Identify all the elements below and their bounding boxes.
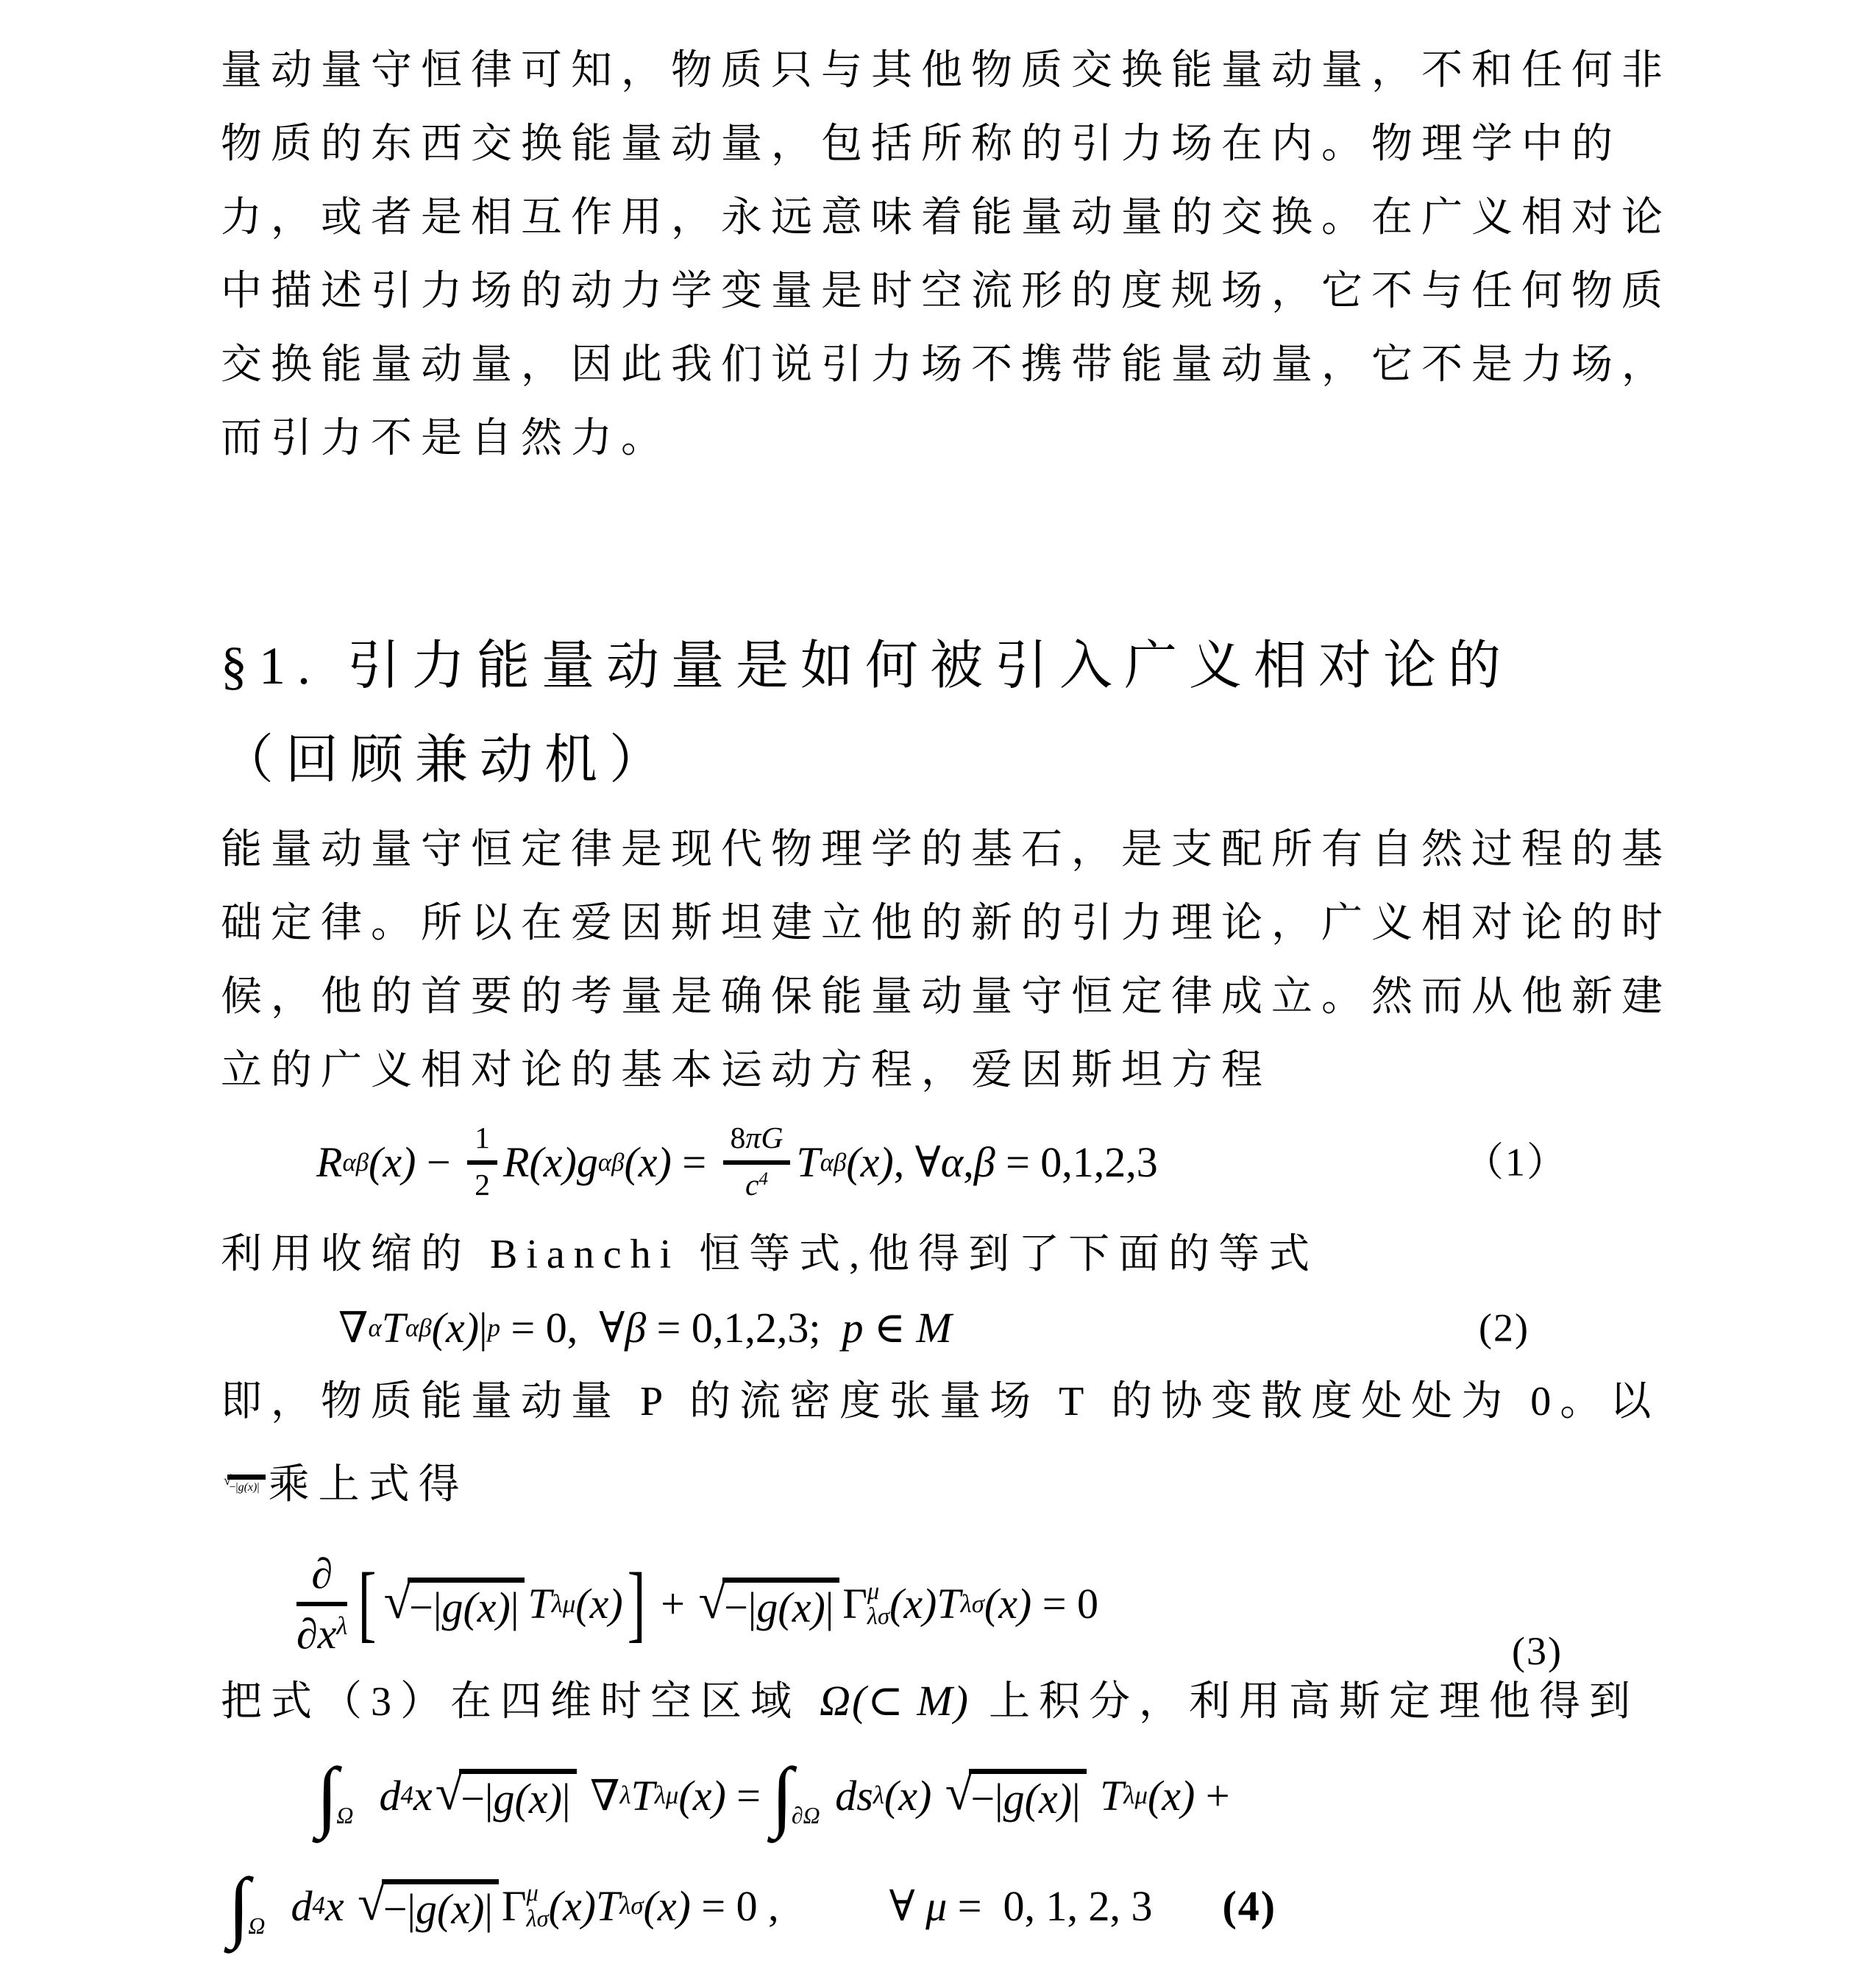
equation-2-math [338, 1305, 952, 1352]
math-i: R [316, 1138, 343, 1187]
equation-1-math [316, 1122, 1158, 1203]
math-r: , ∀ [893, 1138, 941, 1187]
math-r: | [484, 1885, 494, 1934]
math-sub: λ [873, 1781, 884, 1810]
equation-einstein [221, 1107, 1670, 1218]
math-i: (x) [431, 1304, 480, 1352]
equation-integral-line-1 [221, 1750, 1670, 1842]
math-r: − [416, 1138, 462, 1187]
paragraph-divergence [221, 1365, 1670, 1530]
math-i: (x) [643, 1881, 691, 1930]
text-line: 候，他的首要的考量是确保能量动量守恒定律成立。然而从他新建 [221, 974, 1671, 1020]
math-i: M [916, 1304, 952, 1352]
math-sup: λσ [619, 1891, 644, 1920]
math-i: g(x) [756, 1583, 825, 1631]
math-r [344, 1883, 355, 1930]
math-i: d [291, 1881, 313, 1930]
math-r: | [561, 1775, 571, 1823]
math-supsub: μ λσ [867, 1578, 889, 1630]
math-big: ∫ ∂Ω [771, 1751, 820, 1839]
math-sqrt: √ −|g(x)| [699, 1578, 840, 1631]
math-i: ds [824, 1771, 873, 1820]
math-r: | [510, 1583, 519, 1631]
math-sqrt: √ −|g(x)| [945, 1769, 1087, 1823]
math-r: | [257, 1481, 260, 1494]
math-sup: 4 [758, 1169, 769, 1190]
math-sup: λμ [654, 1781, 679, 1810]
math-r: ∈ [863, 1304, 917, 1352]
math-i: (x) [1147, 1771, 1195, 1820]
text-line: 量动量守恒律可知，物质只与其他物质交换能量动量，不和任何非 [221, 48, 1671, 93]
equation-3-label: (3) [1512, 1629, 1563, 1673]
math-r: ∀ [889, 1881, 926, 1930]
heading-line-1: §1. 引力能量动量是如何被引入广义相对论的 [221, 636, 1513, 695]
math-r: | [1072, 1775, 1081, 1823]
math-frac [723, 1122, 791, 1203]
text-line: 能量动量守恒定律是现代物理学的基石，是支配所有自然过程的基 [221, 827, 1671, 873]
math-sup: 4 [312, 1891, 325, 1920]
math-r: + [1195, 1771, 1230, 1820]
math-r: −| [409, 1583, 442, 1631]
text-line: 中描述引力场的动力学变量是时空流形的度规场，它不与任何物质 [221, 269, 1671, 314]
math-brk: [ [358, 1556, 377, 1652]
math-r: 8 [730, 1121, 746, 1156]
math-i: T [381, 1304, 406, 1352]
math-sub: λ [619, 1781, 631, 1810]
math-sqrt: √ −|g(x)| [436, 1769, 577, 1823]
equation-3-math [291, 1550, 1098, 1658]
sqrt-inline [221, 1475, 269, 1494]
math-i: β [973, 1138, 995, 1187]
math-r: −| [970, 1775, 1003, 1823]
math-r: −| [229, 1481, 238, 1494]
math-r: Γ [842, 1580, 867, 1628]
math-i: R(x)g [503, 1138, 598, 1187]
math-i: (x) [678, 1771, 726, 1820]
math-big: ∫ Ω [316, 1751, 354, 1839]
math-i: ∂x [296, 1610, 337, 1658]
math-r [358, 1773, 379, 1820]
text-line: 立的广义相对论的基本运动方程，爱因斯坦方程 [221, 1048, 1271, 1093]
math-r: −| [461, 1775, 494, 1823]
math-r: = [725, 1771, 772, 1820]
math-r: ∇ [579, 1771, 620, 1820]
math-r: = 0, ∀ [500, 1304, 625, 1352]
math-r: | [825, 1583, 834, 1631]
section-heading [221, 619, 1670, 807]
math-supsub: μ λσ [526, 1880, 549, 1932]
equation-partial [221, 1538, 1670, 1673]
math-sup: αβ [820, 1147, 847, 1177]
math-i: α [940, 1138, 964, 1187]
equation-divergence [221, 1291, 1670, 1365]
equation-2-label: (2) [1479, 1305, 1529, 1350]
gauss-line [221, 1664, 1670, 1739]
math-i: (x) [984, 1580, 1032, 1628]
math-i: T [796, 1138, 820, 1187]
text-line: 而引力不是自然力。 [221, 416, 671, 461]
math-r: = 0, 1, 2, 3 [947, 1881, 1153, 1930]
math-i: g(x) [441, 1583, 511, 1631]
math-sup: 4 [400, 1781, 413, 1810]
math-i: (x)T [889, 1580, 961, 1628]
text-run: 乘上式得 [268, 1461, 469, 1508]
math-sub: α [368, 1313, 382, 1342]
math-big: ∫ Ω [228, 1862, 266, 1950]
math-i: g(x) [416, 1885, 485, 1934]
math-sup: λ [336, 1611, 348, 1640]
math-i: T [1089, 1771, 1124, 1820]
text-line: 即，物质能量动量 P 的流密度张量场 T 的协变散度处处为 0。以 [221, 1379, 1660, 1424]
math-i: T [630, 1771, 655, 1820]
math-i: c [745, 1168, 759, 1202]
math-r [269, 1883, 291, 1930]
math-sqrt: √ −|g(x)| [384, 1578, 525, 1631]
math-sup: αβ [342, 1147, 369, 1177]
bianchi-line: 利用收缩的 Bianchi 恒等式,他得到了下面的等式 [221, 1232, 1319, 1277]
math-i: g(x) [1003, 1775, 1073, 1823]
omega-domain-math: Ω(⊂ M) [820, 1677, 970, 1725]
text-line: 物质的东西交换能量动量，包括所称的引力场在内。物理学中的 [221, 121, 1621, 167]
math-i: p [842, 1304, 864, 1352]
math-sqrt: √ −|g(x)| [224, 1475, 266, 1494]
math-sup: λμ [551, 1589, 576, 1618]
math-r: −| [724, 1583, 757, 1631]
math-r: −| [383, 1885, 416, 1934]
equation-integral-line-2 [221, 1860, 1670, 1952]
paragraph-intro [221, 34, 1670, 475]
equation-4-math-line-1 [316, 1751, 1230, 1839]
equation-4-label: (4) [1222, 1881, 1277, 1930]
math-r: 2 [475, 1168, 491, 1202]
paragraph-conservation [221, 813, 1670, 1107]
math-sub: p [487, 1313, 501, 1342]
math-i: ∂ [311, 1550, 333, 1598]
math-r: = 0,1,2,3; [646, 1304, 842, 1352]
math-i: (x) [884, 1771, 932, 1820]
math-i: β [625, 1304, 647, 1352]
text-run: 把式（3）在四维时空区域 [221, 1679, 820, 1725]
math-r: = 0 [1031, 1580, 1098, 1628]
equation-4-math-line-2 [228, 1862, 1153, 1950]
math-i: (x) [369, 1138, 416, 1187]
math-i: d [379, 1771, 401, 1820]
text-line: 础定律。所以在爱因斯坦建立他的新的引力理论，广义相对论的时 [221, 901, 1671, 946]
math-r: | [479, 1304, 488, 1352]
text-line-with-sqrt [221, 1438, 1670, 1530]
math-i: (x)T [548, 1881, 620, 1930]
math-r: = [671, 1138, 717, 1187]
math-sup: λσ [960, 1589, 984, 1618]
text-line: 交换能量动量，因此我们说引力场不携带能量动量，它不是力场， [221, 342, 1671, 388]
math-r: 1 [475, 1121, 491, 1156]
math-sup: αβ [405, 1313, 432, 1342]
math-r: Γ [502, 1881, 527, 1930]
math-i: πG [745, 1121, 784, 1156]
math-r: ∇ [338, 1304, 369, 1352]
math-i: T [527, 1580, 552, 1628]
heading-line-2: （回顾兼动机） [221, 731, 675, 789]
equation-1-label: （1） [1464, 1140, 1568, 1185]
text-run: 上积分，利用高斯定理他得到 [969, 1679, 1639, 1725]
math-r: = 0,1,2,3 [995, 1138, 1158, 1187]
math-i: (x) [624, 1138, 672, 1187]
math-r [931, 1773, 942, 1820]
math-r: = 0 , [690, 1881, 779, 1930]
math-sqrt: √ −|g(x)| [358, 1879, 499, 1933]
text-line: 力，或者是相互作用，永远意味着能量动量的交换。在广义相对论 [221, 195, 1671, 241]
math-i: g(x) [493, 1775, 562, 1823]
math-i: g(x) [238, 1481, 257, 1494]
math-i: (x) [575, 1580, 623, 1628]
math-frac [296, 1550, 347, 1658]
math-i: x [413, 1771, 433, 1820]
math-r: + [650, 1580, 696, 1628]
math-sup: λμ [1123, 1781, 1148, 1810]
math-i: x [324, 1881, 344, 1930]
math-sup: αβ [597, 1147, 625, 1177]
math-brk: ] [627, 1556, 646, 1652]
math-i: μ [925, 1881, 948, 1930]
math-i: (x) [846, 1138, 894, 1187]
math-frac [467, 1122, 497, 1203]
math-r: , [963, 1138, 974, 1187]
